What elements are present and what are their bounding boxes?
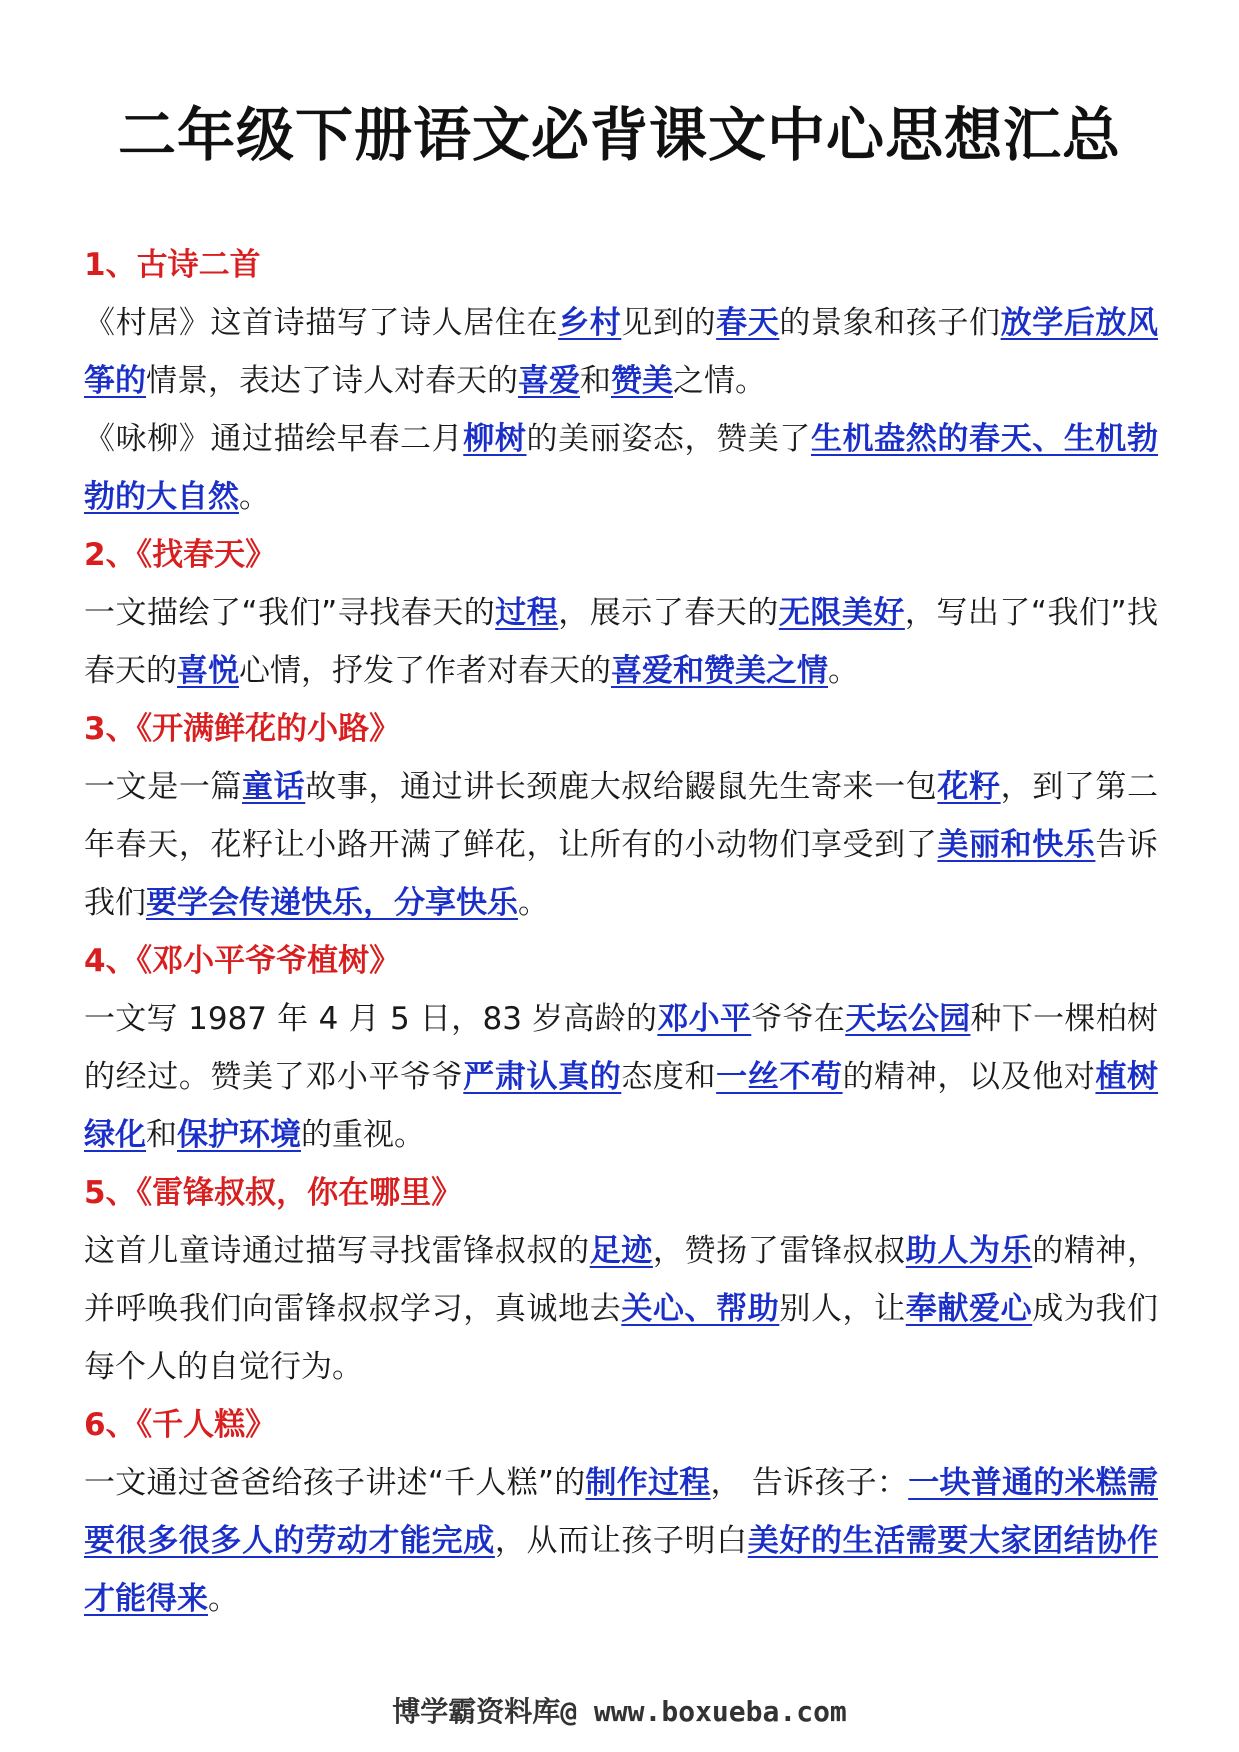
text-run: 这首儿童诗通过描写寻找雷锋叔叔的 [84, 1233, 590, 1269]
section [84, 700, 1158, 932]
key-phrase: 喜爱 [518, 363, 580, 399]
key-phrase: 柳树 [463, 421, 527, 457]
key-phrase: 喜爱和赞美之情 [611, 653, 828, 689]
text-run: 和 [580, 363, 611, 399]
key-phrase: 过程 [495, 595, 559, 631]
text-run: ，从而让孩子明白 [494, 1523, 748, 1559]
text-run: ，到了第二年春天，花籽让小路开满了鲜花，让所有的小动物们享受到了 [84, 769, 1159, 863]
key-phrase: 放学后放风筝的 [84, 305, 1159, 399]
summary-paragraph [84, 294, 1158, 410]
key-phrase: 童话 [242, 769, 306, 805]
summary-paragraph [84, 990, 1158, 1164]
key-phrase: 邓小平 [657, 1001, 752, 1037]
summary-paragraph [84, 584, 1158, 700]
key-phrase: 生机盎然的春天、生机勃勃的大自然 [84, 421, 1159, 515]
summary-paragraph [84, 410, 1158, 526]
section-heading: 5、《雷锋叔叔，你在哪里》 [84, 1175, 463, 1211]
summary-paragraph [84, 758, 1158, 932]
text-run: 态度和 [621, 1059, 717, 1095]
text-run: 心情，抒发了作者对春天的 [239, 653, 611, 689]
section [84, 1164, 1158, 1396]
text-run: 故事，通过讲长颈鹿大叔给鼹鼠先生寄来一包 [305, 769, 938, 805]
text-run: 告诉我们 [84, 827, 1159, 921]
footer-watermark: 博学霸资料库@ www.boxueba.com [392, 1695, 847, 1728]
text-run: ，写出了“我们”找春天的 [84, 595, 1159, 689]
text-run: 爷爷在 [751, 1001, 846, 1037]
key-phrase: 一丝不苟 [716, 1059, 843, 1095]
key-phrase: 春天 [716, 305, 780, 341]
text-run: 一文写 1987 年 4 月 5 日，83 岁高龄的 [84, 1001, 658, 1037]
text-run: 和 [146, 1117, 177, 1153]
text-run: 之情。 [673, 363, 766, 399]
key-phrase: 要学会传递快乐，分享快乐 [146, 885, 518, 921]
summary-paragraph [84, 1454, 1158, 1628]
section-heading: 1、古诗二首 [84, 247, 261, 283]
section-heading: 3、《开满鲜花的小路》 [84, 711, 401, 747]
key-phrase: 无限美好 [778, 595, 905, 631]
text-run: 《村居》这首诗描写了诗人居住在 [84, 305, 559, 341]
text-run: 一文是一篇 [84, 769, 243, 805]
key-phrase: 助人为乐 [905, 1233, 1033, 1269]
document-body [84, 236, 1158, 1628]
section [84, 932, 1158, 1164]
key-phrase: 美好的生活需要大家团结协作才能得来 [84, 1523, 1159, 1617]
key-phrase: 关心、帮助 [621, 1291, 780, 1327]
text-run: 的精神，以及他对 [842, 1059, 1096, 1095]
key-phrase: 保护环境 [177, 1117, 301, 1153]
text-run: 一文描绘了“我们”寻找春天的 [84, 595, 496, 631]
text-run: 的景象和孩子们 [779, 305, 1001, 341]
text-run: 。 [208, 1581, 239, 1617]
section [84, 1396, 1158, 1628]
text-run: 情景，表达了诗人对春天的 [146, 363, 518, 399]
section-heading: 6、《千人糕》 [84, 1407, 277, 1443]
text-run: 种下一棵柏树的经过。赞美了邓小平爷爷 [84, 1001, 1159, 1095]
text-run: 的美丽姿态，赞美了 [526, 421, 811, 457]
key-phrase: 奉献爱心 [905, 1291, 1033, 1327]
text-run: 的重视。 [301, 1117, 425, 1153]
text-run: 别人，让 [779, 1291, 906, 1327]
text-run: ，展示了春天的 [558, 595, 779, 631]
text-run: ， 告诉孩子： [710, 1465, 909, 1501]
text-run: 。 [239, 479, 270, 515]
key-phrase: 严肃认真的 [463, 1059, 622, 1095]
key-phrase: 植树绿化 [84, 1059, 1159, 1153]
section [84, 236, 1158, 526]
key-phrase: 足迹 [589, 1233, 653, 1269]
summary-paragraph [84, 1222, 1158, 1396]
key-phrase: 喜悦 [177, 653, 239, 689]
key-phrase: 乡村 [558, 305, 622, 341]
page-title: 二年级下册语文必背课文中心思想汇总 [117, 101, 1121, 169]
key-phrase: 制作过程 [585, 1465, 711, 1501]
text-run: 。 [828, 653, 859, 689]
text-run: 。 [518, 885, 549, 921]
key-phrase: 天坛公园 [845, 1001, 971, 1037]
text-run: ，赞扬了雷锋叔叔 [652, 1233, 906, 1269]
section-heading: 4、《邓小平爷爷植树》 [84, 943, 401, 979]
text-run: 成为我们每个人的自觉行为。 [84, 1291, 1159, 1385]
text-run: 见到的 [621, 305, 717, 341]
key-phrase: 花籽 [937, 769, 1001, 805]
section [84, 526, 1158, 700]
key-phrase: 美丽和快乐 [937, 827, 1096, 863]
key-phrase: 一块普通的米糕需要很多很多人的劳动才能完成 [84, 1465, 1159, 1559]
text-run: 《咏柳》通过描绘早春二月 [84, 421, 464, 457]
text-run: 一文通过爸爸给孩子讲述“千人糕”的 [84, 1465, 586, 1501]
key-phrase: 赞美 [611, 363, 673, 399]
section-heading: 2、《找春天》 [84, 537, 277, 573]
text-run: 的精神，并呼唤我们向雷锋叔叔学习，真诚地去 [84, 1233, 1159, 1327]
